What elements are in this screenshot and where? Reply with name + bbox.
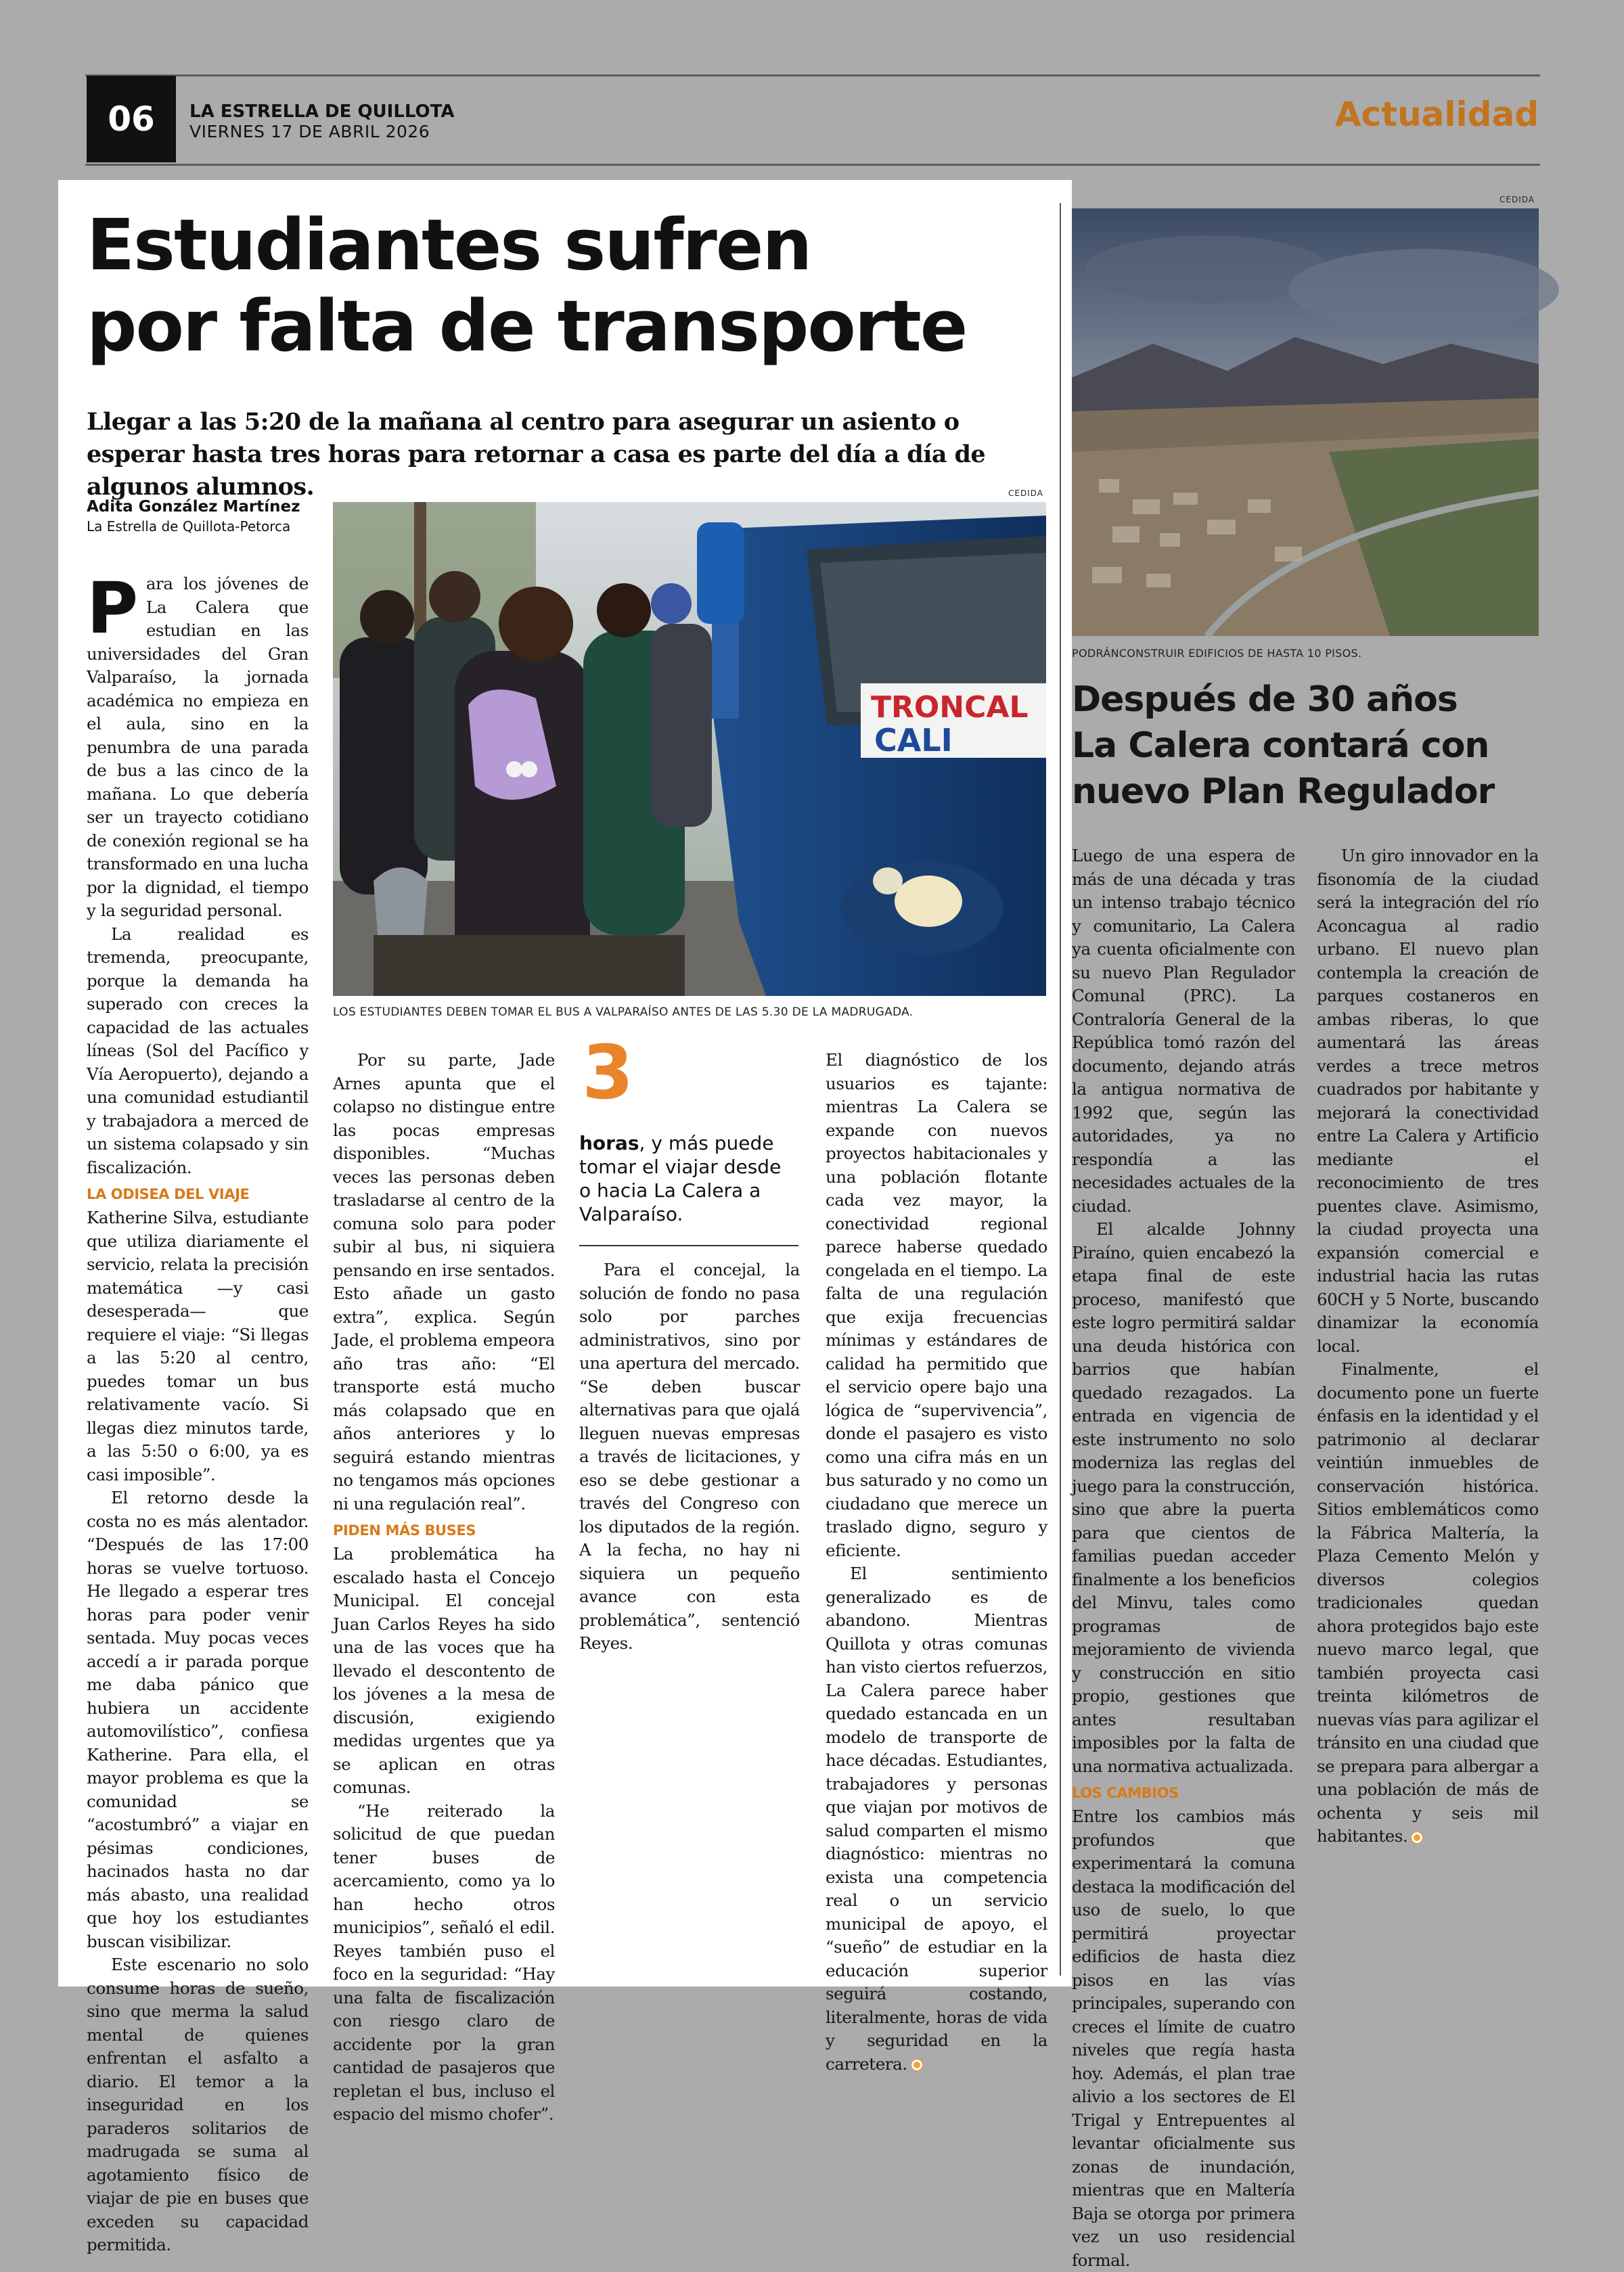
headline-line-2: por falta de transporte: [87, 285, 967, 367]
author-organization: La Estrella de Quillota-Petorca: [87, 518, 291, 535]
city-aerial-illustration: [1072, 208, 1539, 636]
side-paragraph-4: Un giro innovador en la fisonomía de la ciudad será la integración del río Aconcagua al radio urbano. El nuevo plan contempla la creación de parques costaneros en ambas riberas, lo que aumentará las áreas verdes a trece metros cuadrados por habitante y mejorará la conectividad entre La Calera y Artificio mediante el reconocimiento de tres puentes clave. Asimismo, la ciudad proyecta una expansión comercial e industrial hacia las rutas 60CH y 5 Norte, buscando dinamizar la economía local.: [1317, 846, 1539, 1356]
section-title: Actualidad: [1334, 95, 1539, 134]
side-paragraph-2: El alcalde Johnny Piraíno, quien encabezó la etapa final de este proceso, manifestó que este logro permitirá saldar una deuda histórica con barrios que habían quedado rezagados. La entrada en vigencia de este instrumento no solo moderniza las reglas del juego para la construcción, sino que abre la puerta para que cientos de familias puedan acceder finalmente a los beneficios del Minvu, tales como programas de mejoramiento de vivienda y construcción en sitio propio, gestiones que antes resultaban imposibles por la falta de una normativa actualizada.: [1072, 1219, 1295, 1776]
side-column-1: [1072, 844, 1295, 2270]
author-name: Adita González Martínez: [87, 498, 300, 516]
paragraph-10: El diagnóstico de los usuarios es tajante: mientras La Calera se expande con nuevos proyectos habitacionales y una población flotante cada vez mayor, la conectividad regional parece haberse quedado congelada en el tiempo. La falta de una regulación que exija frecuencias mínimas y estándares de calidad ha permitido que el servicio opere bajo una lógica de “supervivencia”, donde el pasajero es visto como una cifra más en un bus saturado y no como un ciudadano que merece un traslado digno, seguro y eficiente.: [826, 1050, 1047, 1560]
paragraph-5: Este escenario no solo consume horas de sueño, sino que merma la salud mental de quienes enfrentan el asfalto a diario. El temor a la inseguridad en los paraderos solitarios de madrugada se suma al agotamiento físico de viajar de pie en buses que exceden su capacidad permitida.: [87, 1955, 309, 2254]
main-photo: [333, 502, 1046, 996]
paragraph-3: Katherine Silva, estudiante que utiliza diariamente el servicio, relata la precisión matemática —y casi desesperada— que requiere el viaje: “Si llegas a las 5:20 al centro, puedes tomar un bus relativamente vacío. Si llegas diez minutos tarde, a las 5:50 o 6:00, ya es casi imposible”.: [87, 1208, 309, 1484]
headline-line-1: Estudiantes sufren: [87, 204, 811, 286]
side-paragraph-1: Luego de una espera de más de una década y tras un intenso trabajo técnico y comunitario, La Calera ya cuenta oficialmente con su nuevo Plan Regulador Comunal (PRC). La Contraloría General de la República tomó razón del documento, dejando atrás la antigua normativa de 1992 que, según las autoridades, ya no respondía a las necesidades actuales de la ciudad.: [1072, 846, 1295, 1216]
main-lede: Llegar a las 5:20 de la mañana al centro para asegurar un asiento o esperar hasta tres horas para retornar a casa es parte del día a día de algunos alumnos.: [87, 408, 986, 501]
header-bottom-rule: [85, 164, 1540, 166]
header-top-rule: [85, 74, 1540, 76]
paragraph-7: La problemática ha escalado hasta el Concejo Municipal. El concejal Juan Carlos Reyes ha sido una de las voces que ha llevado el descontento de los jóvenes a la mesa de discusión, exigiendo medidas urgentes que ya se aplican en otras comunas.: [333, 1544, 555, 1797]
paragraph-9: Para el concejal, la solución de fondo no pasa solo por parches administrativos, sino por una apertura del mercado. “Se deben buscar alternativas para que ojalá lleguen nuevas empresas a través de licitaciones, y eso se debe gestionar a través del Congreso con los diputados de la región. A la fecha, no hay ni siquiera un pequeño avance con esta problemática”, sentenció Reyes.: [579, 1260, 800, 1653]
side-paragraph-3: Entre los cambios más profundos que experimentará la comuna destaca la modificación del uso de suelo, lo que permitirá proyectar edificios de hasta diez pisos en las vías principales, superando con creces el límite de cuatro niveles que regía hasta hoy. Además, el plan trae alivio a los sectores de El Trigal y Entrepuentes al levantar oficialmente sus zonas de inundación, mientras que en Maltería Baja se otorga por primera vez un uso residencial formal.: [1072, 1807, 1295, 2270]
paragraph-1: Para los jóvenes de La Calera que estudian en las universidades del Gran Valparaíso, la jornada académica no empieza en el aula, sino en la penumbra de una parada de bus a las cinco de la mañana. Lo que debería ser un trayecto cotidiano de conexión regional se ha transformado en una lucha por la dignidad, el tiempo y la seguridad personal.: [87, 567, 309, 920]
students-bus-illustration: [333, 502, 1046, 996]
paragraph-4: El retorno desde la costa no es más alentador. “Después de las 17:00 horas se vuelve tortuoso. He llegado a esperar tres horas para poder venir sentada. Muy pocas veces accedí a ir parada porque me daba pánico que hubiera un accidente automovilístico”, confiesa Katherine. Para ella, el mayor problema es que la comunidad se “acostumbró” a viajar en pésimas condiciones, hacinados hasta no dar más abasto, una realidad que hoy los estudiantes buscan visibilizar.: [87, 1488, 309, 1951]
side-photo: [1072, 208, 1539, 636]
main-photo-caption: LOS ESTUDIANTES DEBEN TOMAR EL BUS A VALPARAÍSO ANTES DE LAS 5.30 DE LA MADRUGADA.: [333, 1005, 914, 1019]
subhead-piden-buses: PIDEN MÁS BUSES: [333, 1522, 476, 1539]
end-mark-icon: [911, 2060, 922, 2070]
main-headline: [87, 204, 1061, 367]
side-column-2: [1317, 844, 1539, 1988]
main-column-1: [87, 567, 309, 2254]
publication-date: VIERNES 17 DE ABRIL 2026: [189, 122, 430, 141]
highlight-text: horas, y más puede tomar el viajar desde o hacia La Calera a Valparaíso.: [579, 1132, 782, 1225]
paragraph-8: “He reiterado la solicitud de que puedan tener buses de acercamiento, como ya lo han hecho otros municipios”, señaló el edil. Reyes también puso el foco en la seguridad: “Hay una falta de fiscalización con riesgo claro de accidente por la gran cantidad de pasajeros que repletan el bus, incluso el espacio del mismo chofer”.: [333, 1800, 555, 2124]
highlight-rule: [579, 1245, 798, 1246]
main-column-2: [333, 1049, 555, 2124]
main-column-4: [826, 1049, 1047, 2074]
side-photo-caption: PODRÁNCONSTRUIR EDIFICIOS DE HASTA 10 PISOS.: [1072, 647, 1362, 660]
side-photo-credit: CEDIDA: [1499, 195, 1535, 204]
subhead-los-cambios: LOS CAMBIOS: [1072, 1785, 1179, 1801]
paragraph-2: La realidad es tremenda, preocupante, porque la demanda ha superado con creces la capacidad de las actuales líneas (Sol del Pacífico y Vía Aeropuerto), dejando a una comunidad estudiantil y trabajadora a merced de un sistema colapsado y sin fiscalización.: [87, 924, 309, 1177]
side-end-mark-icon: [1412, 1832, 1422, 1843]
side-paragraph-5: Finalmente, el documento pone un fuerte énfasis en la identidad y el patrimonio al declarar veintiún inmuebles de conservación histórica. Sitios emblemáticos como la Fábrica Maltería, la Plaza Cemento Melón y diversos colegios tradicionales quedan ahora protegidos bajo este nuevo marco legal, que también proyecta casi treinta kilómetros de nuevas vías para agilizar el tránsito en una ciudad que se prepara para albergar a una población de más de ochenta y seis mil habitantes.: [1317, 1359, 1539, 1846]
drop-cap: P: [87, 567, 138, 650]
column-separator: [1060, 203, 1061, 1976]
side-headline: Después de 30 años La Calera contará con nuevo Plan Regulador: [1072, 679, 1495, 812]
paragraph-6: Por su parte, Jade Arnes apunta que el colapso no distingue entre las pocas empresas disponibles. “Muchas veces las personas deben trasladarse al centro de la comuna solo para poder subir al bus, ni siquiera pensando en irse sentados. Esto añade un gasto extra”, explica. Según Jade, el problema empeora año tras año: “El transporte está mucho más colapsado que en años anteriores y lo seguirá estando mientras no tengamos más opciones ni una regulación real”.: [333, 1050, 555, 1514]
paragraph-11: El sentimiento generalizado es de abandono. Mientras Quillota y otras comunas han visto ciertos refuerzos, La Calera parece haber quedado estancada en un modelo de transporte de hace décadas. Estudiantes, trabajadores y personas que viajan por motivos de salud comparten el mismo diagnóstico: mientras no exista una competencia real o un servicio municipal de apoyo, el “sueño” de estudiar en la educación superior seguirá costando, literalmente, horas de vida y seguridad en la carretera.: [826, 1564, 1047, 2074]
main-column-3: [579, 1258, 800, 1986]
highlight-number: 3: [582, 1029, 634, 1116]
publication-name: LA ESTRELLA DE QUILLOTA: [189, 101, 455, 122]
main-photo-credit: CEDIDA: [1008, 489, 1043, 498]
page-number: 06: [87, 76, 176, 162]
svg-text:CALI: CALI: [874, 722, 953, 758]
bus-route-sign: TRONCAL: [871, 690, 1029, 725]
subhead-odisea: LA ODISEA DEL VIAJE: [87, 1186, 250, 1202]
